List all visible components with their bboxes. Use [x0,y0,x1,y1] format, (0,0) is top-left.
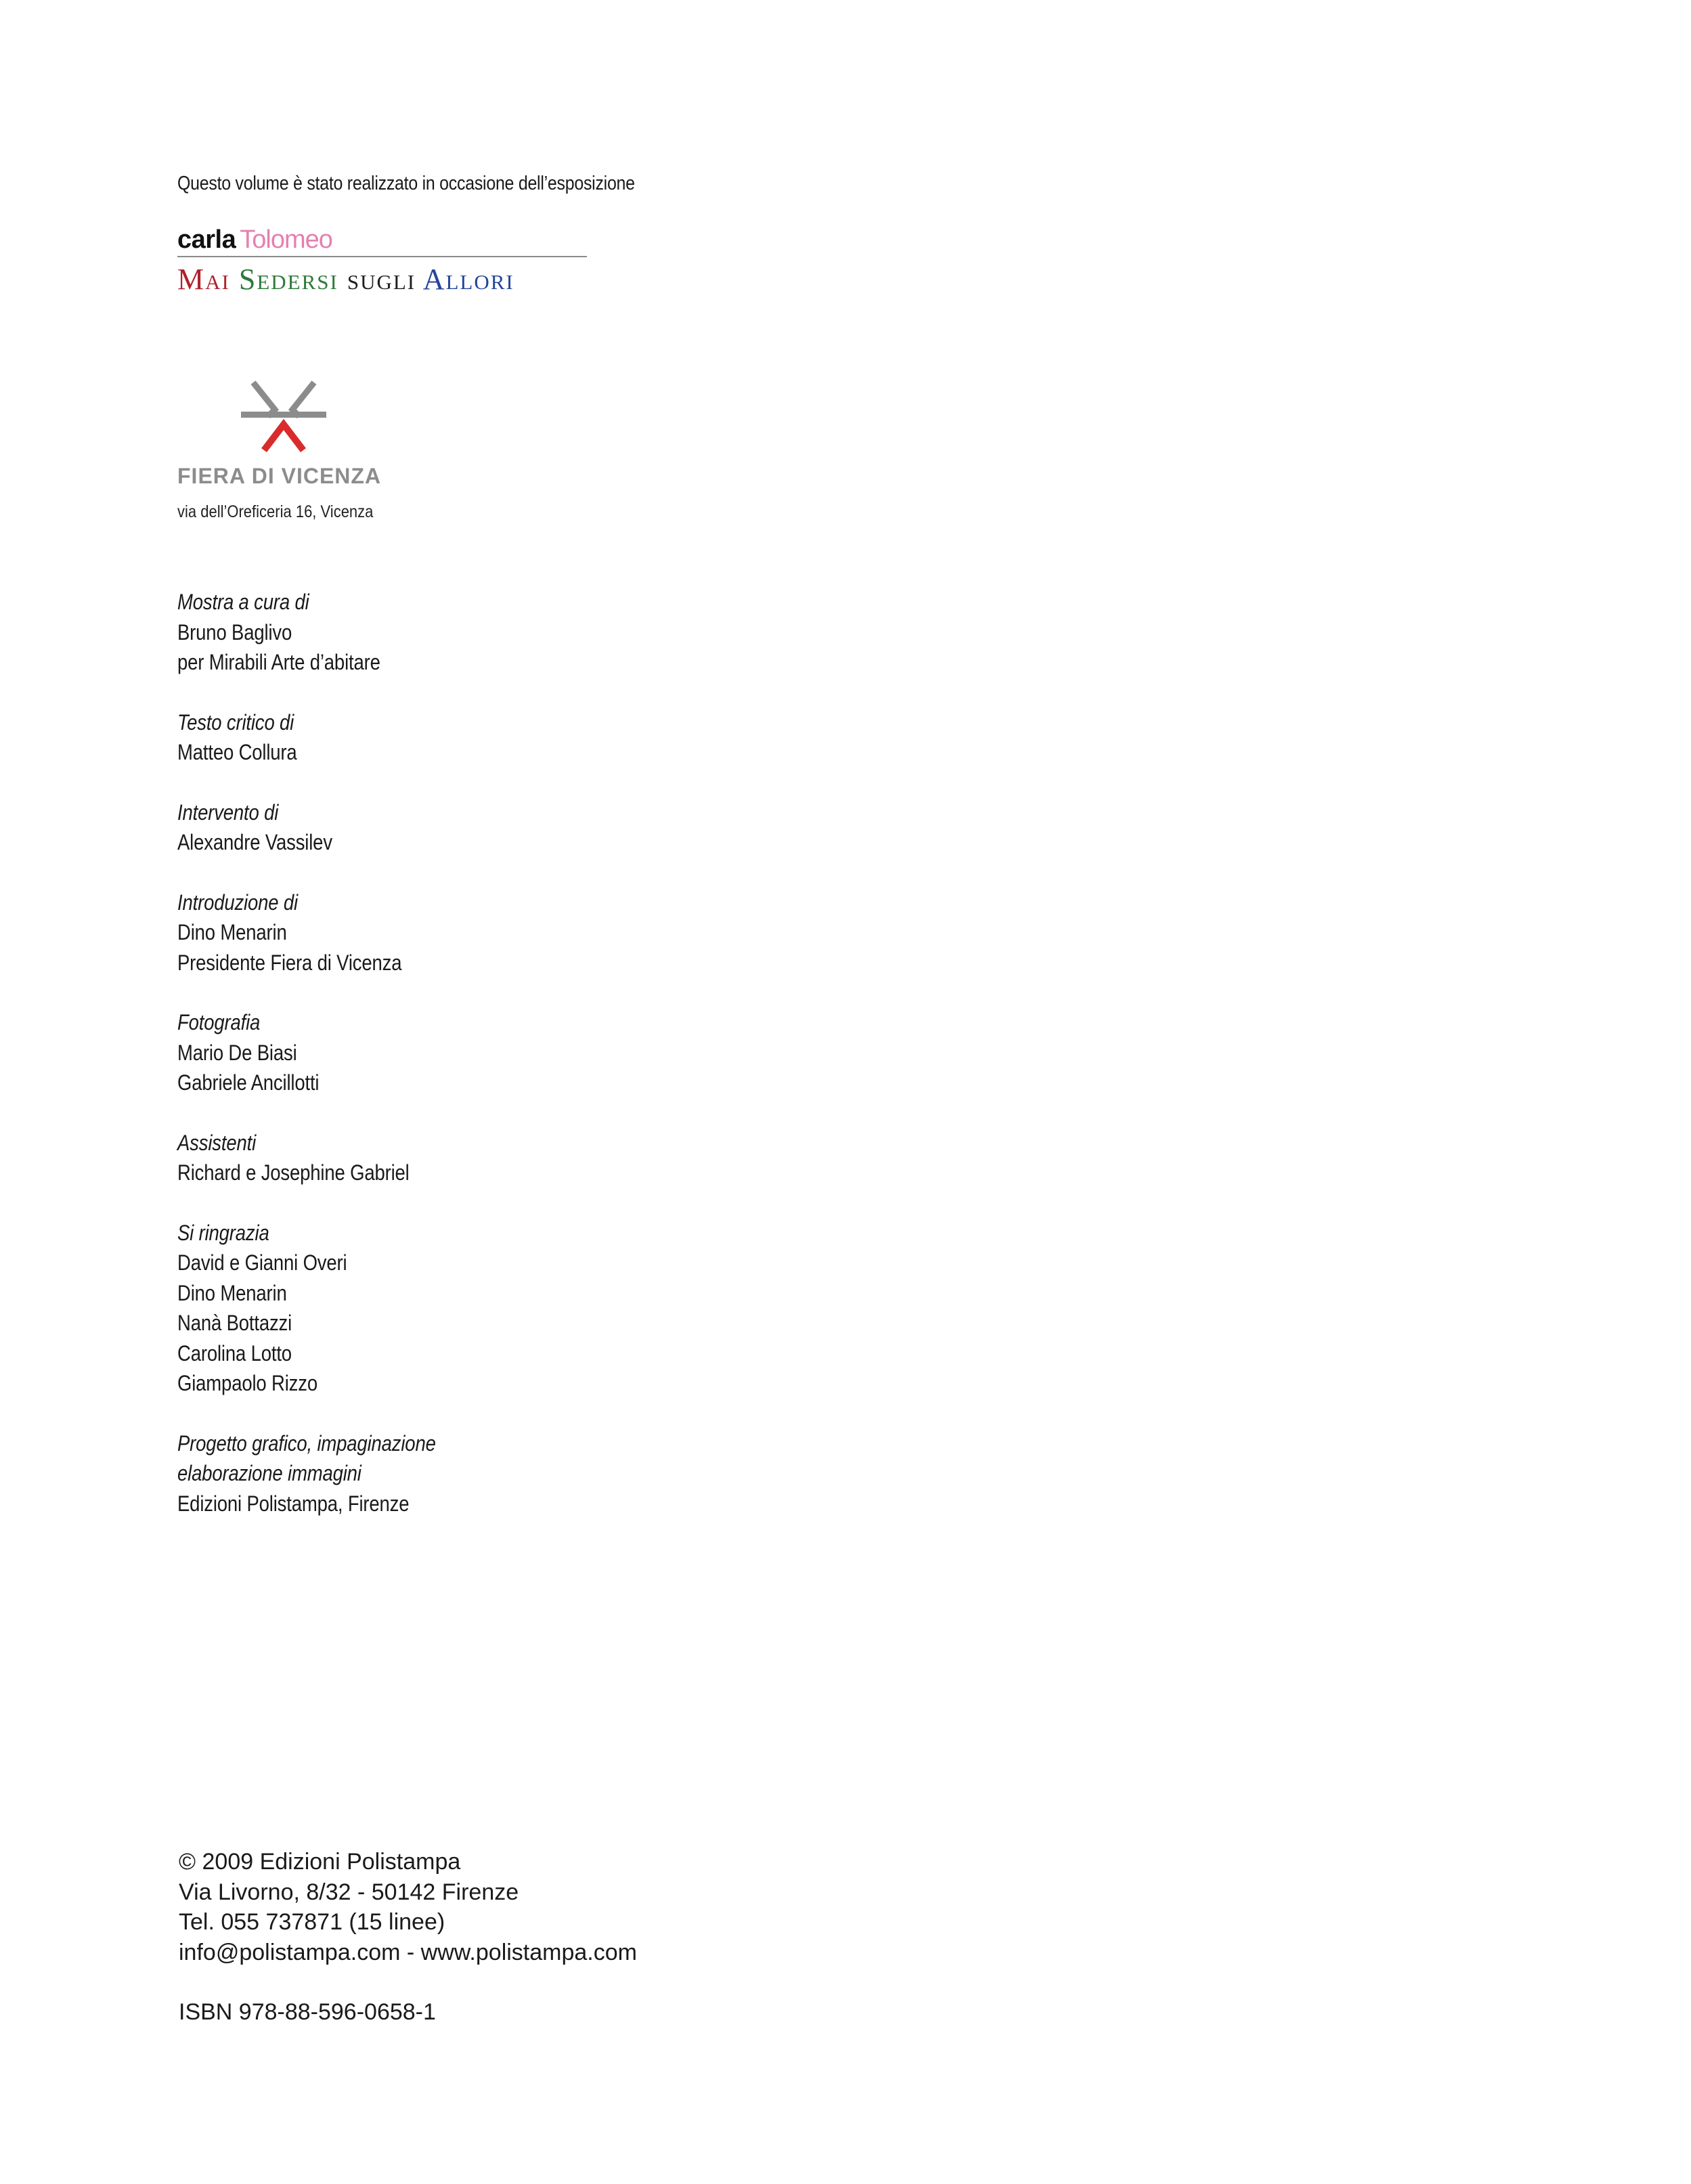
credit-name: Mario De Biasi [177,1040,297,1065]
credit-name: Alexandre Vassilev [177,830,332,854]
fair-address: via dell’Oreficeria 16, Vicenza [177,502,374,521]
copyright-line: © 2009 Edizioni Polistampa [179,1849,461,1875]
credit-label: Introduzione di [177,890,298,915]
credit-name: Giampaolo Rizzo [177,1371,317,1395]
credit-name: Dino Menarin [177,920,287,944]
exhibition-title-word: Mai [177,263,230,296]
credit-group [177,888,990,978]
publisher-address: Via Livorno, 8/32 - 50142 Firenze [179,1879,519,1905]
brand-divider [177,256,587,257]
credit-label: Assistenti [177,1130,257,1155]
intro-text: Questo volume è stato realizzato in occasione dell’esposizione [177,173,635,194]
credit-label: Intervento di [177,800,279,825]
credit-label: Si ringrazia [177,1220,269,1245]
fiera-di-vicenza-logo-icon [240,374,328,462]
credit-group [177,1007,990,1098]
publisher-contact: info@polistampa.com - www.polistampa.com [179,1939,637,1965]
credit-group [177,707,990,768]
exhibition-logo [177,225,590,297]
credit-name: Matteo Collura [177,740,297,764]
exhibition-title-word: Allori [422,263,514,296]
exhibition-title-word: Sedersi [238,263,338,296]
credit-group [177,587,990,678]
credit-label: Mostra a cura di [177,590,309,614]
credit-name: Edizioni Polistampa, Firenze [177,1491,410,1516]
credit-label: Fotografia [177,1010,261,1034]
isbn: ISBN 978-88-596-0658-1 [179,1999,436,2025]
exhibition-title [177,263,590,297]
credit-name: Presidente Fiera di Vicenza [177,950,402,975]
credit-label: Progetto grafico, impaginazione [177,1430,436,1456]
credit-group [177,1218,990,1399]
credit-label: Testo critico di [177,709,294,735]
credit-group [177,1428,990,1519]
credit-name: per Mirabili Arte d’abitare [177,650,380,674]
exhibition-title-word: sugli [347,263,416,296]
credit-name: Bruno Baglivo [177,619,292,645]
credit-name: Dino Menarin [177,1280,287,1305]
credits-list [177,587,990,1548]
publisher-info [179,1847,637,1967]
brand-first-name: carla [177,225,236,254]
credit-name: Richard e Josephine Gabriel [177,1160,410,1185]
credit-group [177,798,990,858]
brand-last-name: Tolomeo [240,225,332,254]
publisher-phone: Tel. 055 737871 (15 linee) [179,1909,445,1935]
credit-name: Gabriele Ancillotti [177,1070,320,1095]
brand-line [177,225,590,255]
credit-name: David e Gianni Overi [177,1250,347,1275]
fair-name: FIERA DI VICENZA [177,464,382,488]
credit-name: Nanà Bottazzi [177,1311,292,1335]
credit-group [177,1128,990,1188]
credit-label: elaborazione immagini [177,1461,361,1485]
credit-name: Carolina Lotto [177,1340,292,1366]
